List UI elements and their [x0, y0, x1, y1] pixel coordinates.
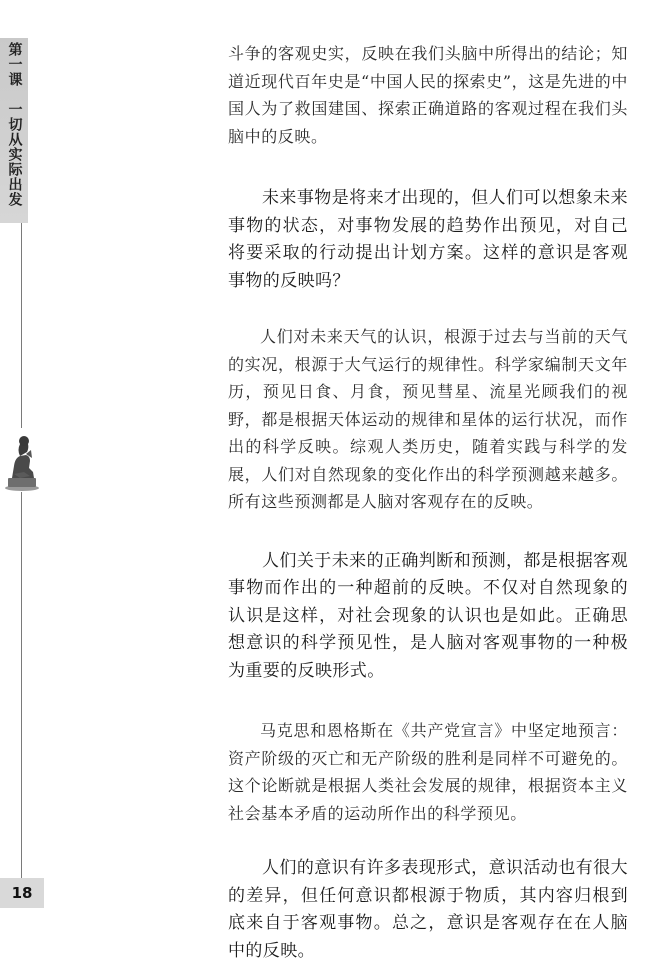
page-number: 18 — [11, 884, 33, 902]
page-number-box — [0, 878, 44, 908]
sidebar — [0, 0, 44, 955]
paragraph-conclusion: 人们的意识有许多表现形式，意识活动也有很大的差异，但任何意识都根源于物质，其内容归根到底来自于客观事物。总之，意识是客观存在在人脑中的反映。 — [228, 858, 628, 961]
paragraph-continuation: 斗争的客观史实，反映在我们头脑中所得出的结论；知道近现代百年史是“中国人民的探索史”，这是先进的中国人为了救国建国、探索正确道路的客观过程在我们头脑中的反映。 — [228, 44, 628, 146]
paragraph-question: 未来事物是将来才出现的，但人们可以想象未来事物的状态，对事物发展的趋势作出预见，对自己将要采取的行动提出计划方案。这样的意识是客观事物的反映吗？ — [228, 188, 628, 291]
paragraph-manifesto-example: 马克思和恩格斯在《共产党宣言》中坚定地预言：资产阶级的灭亡和无产阶级的胜利是同样不可避免的。这个论断就是根据人类社会发展的规律，根据资本主义社会基本矛盾的运动所作出的科学预见。 — [228, 721, 628, 823]
paragraph-weather-example: 人们对未来天气的认识，根源于过去与当前的天气的实况，根源于大气运行的规律性。科学家编制天文年历，预见日食、月食，预见彗星、流星光顾我们的视野，都是根据天体运动的规律和星体的运行状况，而作出的科学反映。综观人类历史，随着实践与科学的发展，人们对自然现象的变化作出的科学预测越来越多。所有这些预测都是人脑对客观存在的反映。 — [228, 327, 628, 511]
main-content — [228, 40, 628, 965]
thinker-statue-icon — [0, 428, 44, 492]
paragraph-prediction: 人们关于未来的正确判断和预测，都是根据客观事物而作出的一种超前的反映。不仅对自然现象的认识是这样，对社会现象的认识也是如此。正确思想意识的科学预见性，是人脑对客观事物的一种极为重要的反映形式。 — [228, 550, 628, 681]
sidebar-rule-top — [21, 223, 22, 428]
chapter-title: 第一课 一切从实际出发 — [6, 42, 23, 207]
sidebar-rule-bottom — [21, 492, 22, 878]
